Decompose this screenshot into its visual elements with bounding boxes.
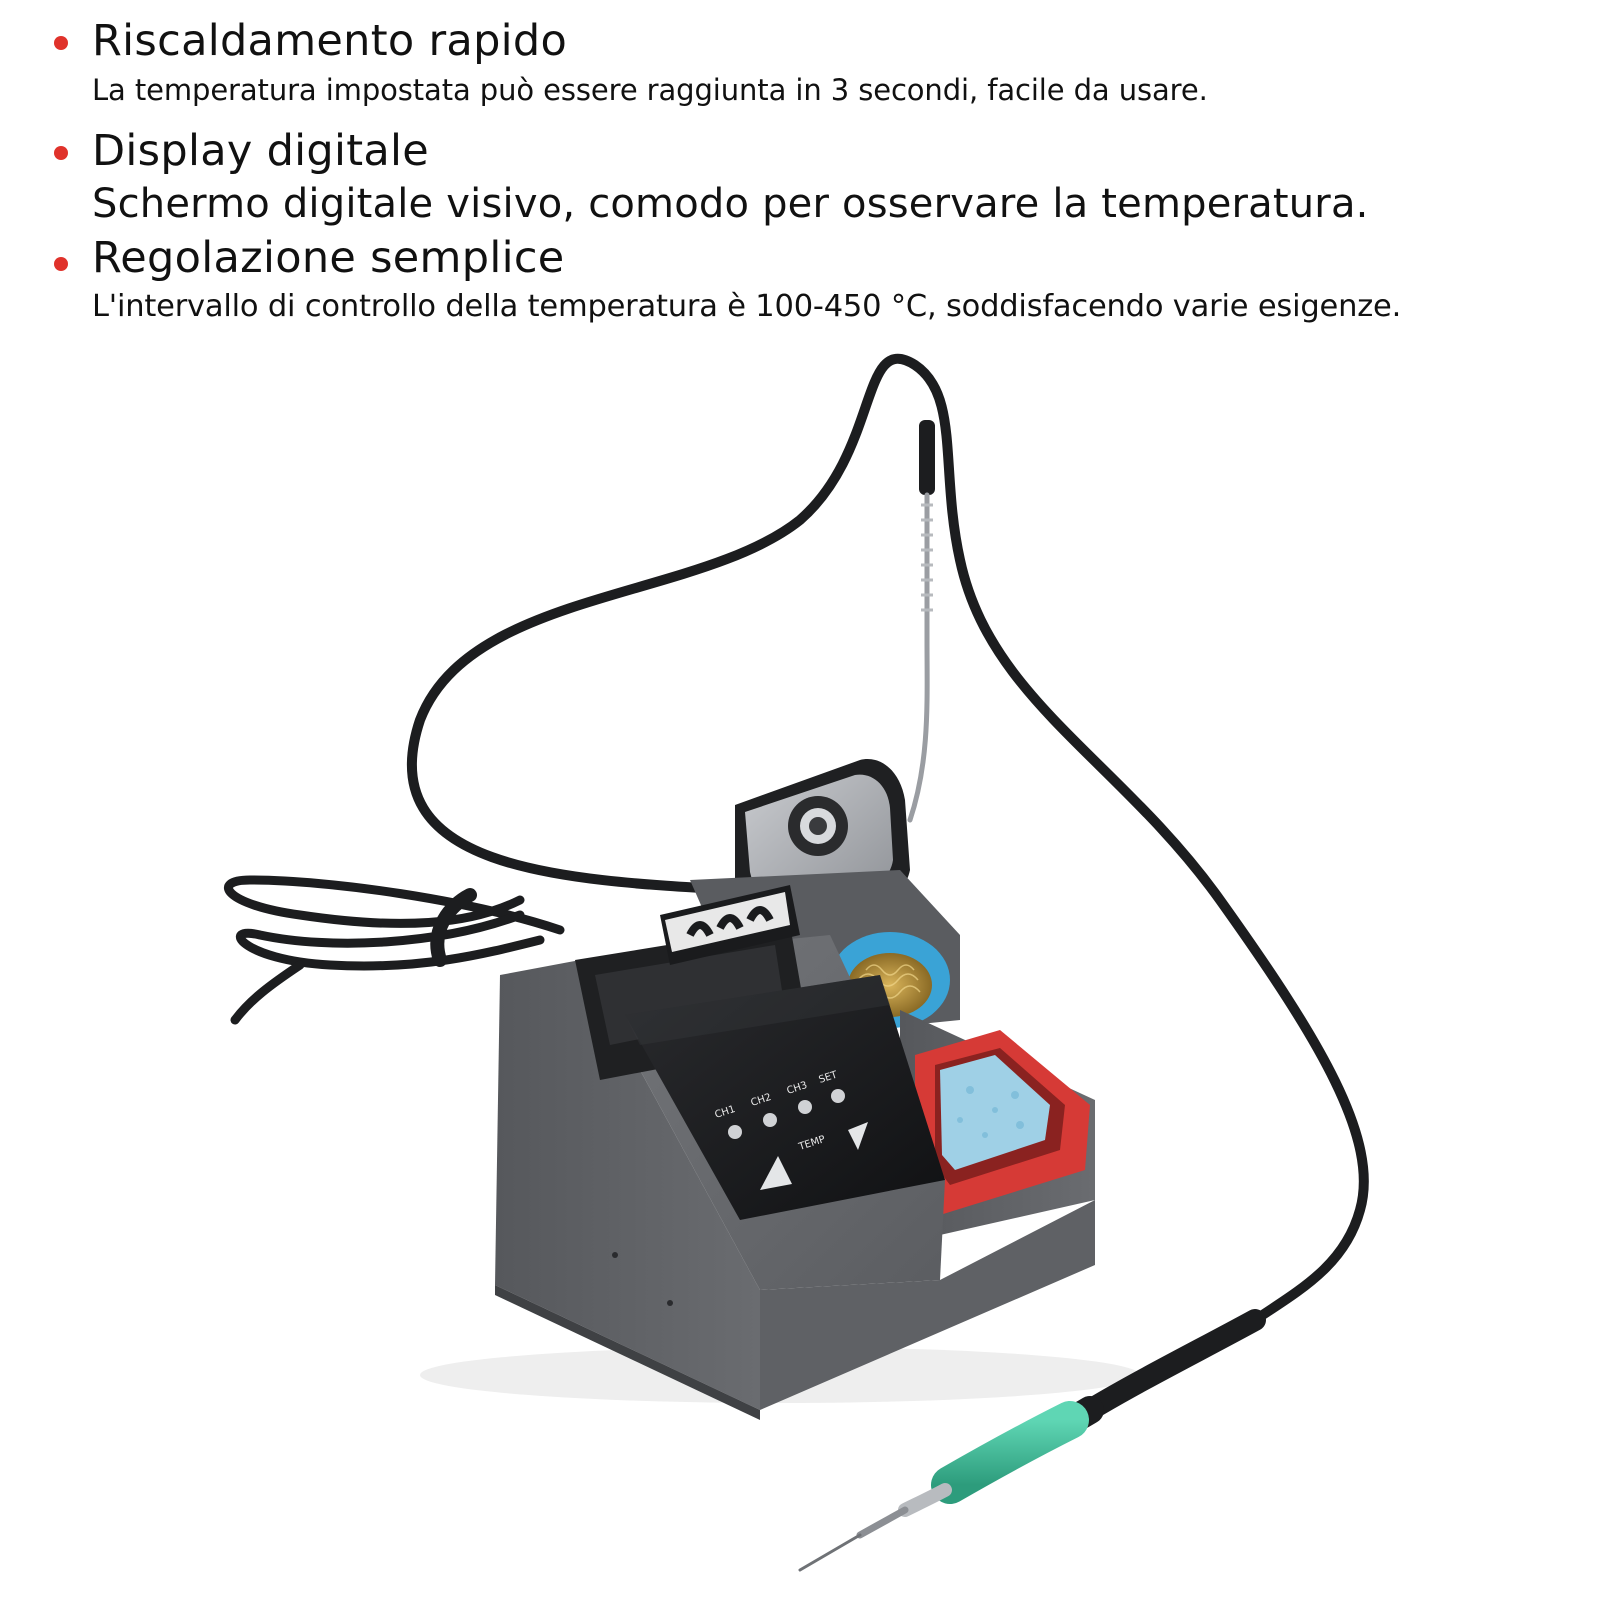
feature-title: Regolazione semplice [92,233,565,283]
feature-description: L'intervallo di controllo della temperatura è 100-450 °C, soddisfacendo varie esigenze. [92,289,1402,324]
feature-description: Schermo digitale visivo, comodo per osservare la temperatura. [92,181,1369,227]
side-hole [667,1300,673,1306]
temp-label: TEMP [797,1134,827,1153]
soldering-station-illustration [0,330,1601,1601]
bullet-icon [54,36,68,50]
feature-title: Display digitale [92,126,430,176]
set-button[interactable] [831,1089,845,1103]
feature-list [0,0,1601,340]
feature-description: La temperatura impostata può essere raggiunta in 3 secondi, facile da usare. [92,73,1208,107]
iron-holder-arm [910,420,935,820]
feature-title: Riscaldamento rapido [92,16,568,66]
product-photo [0,330,1601,1601]
ch1-label: CH1 [713,1103,737,1121]
ch3-button[interactable] [798,1100,812,1114]
ch2-label: CH2 [749,1091,773,1109]
ch2-button[interactable] [763,1113,777,1127]
ch1-button[interactable] [728,1125,742,1139]
bullet-icon [54,257,68,271]
ch3-label: CH3 [785,1079,809,1097]
side-hole [612,1252,618,1258]
bullet-icon [54,146,68,160]
set-label: SET [817,1069,839,1086]
